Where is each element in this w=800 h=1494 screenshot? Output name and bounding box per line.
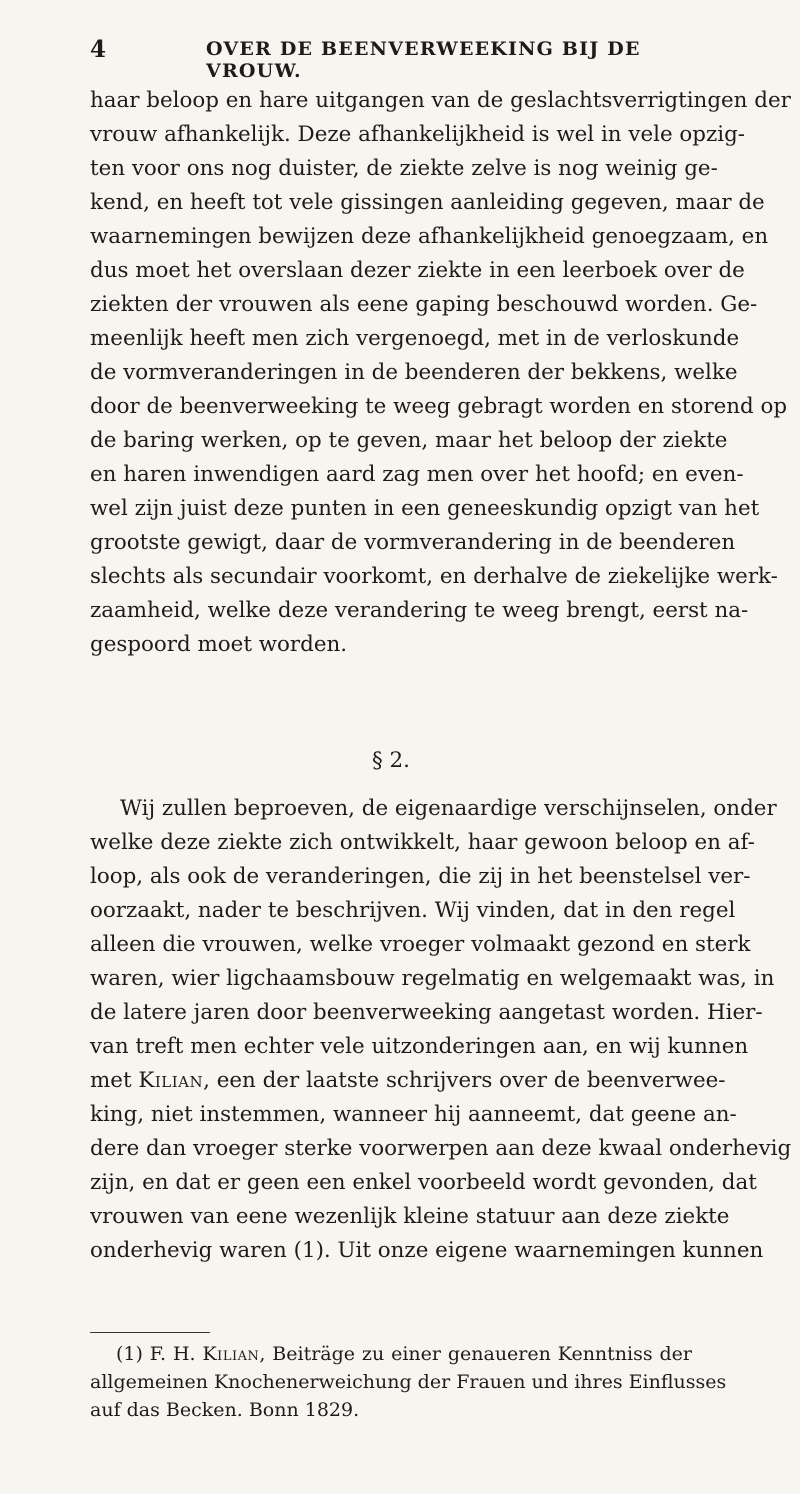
text-line: de baring werken, op te geven, maar het beloop der ziekte: [90, 428, 728, 453]
text-line: dere dan vroeger sterke voorwerpen aan deze kwaal onderhevig: [90, 1136, 792, 1161]
text-segment: met: [90, 1068, 139, 1093]
text-line: onderhevig waren (1). Uit onze eigene waarnemingen kunnen: [90, 1238, 764, 1263]
text-line: dus moet het overslaan dezer ziekte in een leerboek over de: [90, 258, 745, 283]
author-name: Kilian: [138, 1068, 204, 1093]
text-line: king, niet instemmen, wanneer hij aanneemt, dat geene an-: [90, 1102, 737, 1127]
text-line: haar beloop en hare uitgangen van de geslachtsverrigtingen der: [90, 88, 791, 113]
text-line: kend, en heeft tot vele gissingen aanleiding gegeven, maar de: [90, 190, 765, 215]
text-line: en haren inwendigen aard zag men over het hoofd; en even-: [90, 462, 744, 487]
text-line: ten voor ons nog duister, de ziekte zelve is nog weinig ge-: [90, 156, 718, 181]
footnote-line: auf das Becken. Bonn 1829.: [90, 1399, 360, 1421]
text-segment: , Beiträge zu einer genaueren Kenntniss der: [259, 1343, 693, 1365]
text-line: vrouwen van eene wezenlijk kleine statuur aan deze ziekte: [90, 1204, 730, 1229]
footnote-line: [90, 1340, 692, 1368]
text-line: alleen die vrouwen, welke vroeger volmaakt gezond en sterk: [90, 932, 751, 957]
text-line: oorzaakt, nader te beschrijven. Wij vinden, dat in den regel: [90, 898, 736, 923]
body-text: [90, 84, 792, 1263]
text-line-kilian: [90, 1064, 726, 1098]
running-title: OVER DE BEENVERWEEKING BIJ DE VROUW.: [206, 38, 641, 82]
page-number: 4: [90, 36, 107, 63]
paragraph-2: [90, 792, 792, 1268]
text-line: de latere jaren door beenverweeking aangetast worden. Hier-: [90, 1000, 763, 1025]
text-line: zijn, en dat er geen een enkel voorbeeld wordt gevonden, dat: [90, 1170, 757, 1195]
footnote-marker: (1) F. H.: [116, 1343, 203, 1365]
text-line: grootste gewigt, daar de vormverandering in de beenderen: [90, 530, 736, 555]
text-line: loop, als ook de veranderingen, die zij in het beenstelsel ver-: [90, 864, 751, 889]
text-segment: , een der laatste schrijvers over de beenverwee-: [203, 1068, 726, 1093]
text-line: de vormveranderingen in de beenderen der bekkens, welke: [90, 360, 738, 385]
text-line: door de beenverweeking te weeg gebragt worden en storend op: [90, 394, 788, 419]
text-line: van treft men echter vele uitzonderingen aan, en wij kunnen: [90, 1034, 749, 1059]
section-heading: § 2.: [372, 748, 410, 773]
text-line: zaamheid, welke deze verandering te weeg brengt, eerst na-: [90, 598, 749, 623]
paragraph-1: [90, 84, 791, 662]
text-line: slechts als secundair voorkomt, en derhalve de ziekelijke werk-: [90, 564, 778, 589]
text-line: gespoord moet worden.: [90, 632, 348, 657]
footnote-line: allgemeinen Knochenerweichung der Frauen und ihres Einflusses: [90, 1371, 727, 1393]
text-line: vrouw afhankelijk. Deze afhankelijkheid is wel in vele opzig-: [90, 122, 746, 147]
text-line: welke deze ziekte zich ontwikkelt, haar gewoon beloop en af-: [90, 830, 755, 855]
text-line: waarnemingen bewijzen deze afhankelijkheid genoegzaam, en: [90, 224, 769, 249]
text-line: meenlijk heeft men zich vergenoegd, met in de verloskunde: [90, 326, 740, 351]
footnote-author: Kilian: [202, 1343, 260, 1365]
text-line: Wij zullen beproeven, de eigenaardige verschijnselen, onder: [120, 796, 777, 821]
text-line: wel zijn juist deze punten in een geneeskundig opzigt van het: [90, 496, 760, 521]
footnote: [90, 1340, 727, 1424]
footnote-divider: [90, 1332, 210, 1333]
page-header: [90, 36, 690, 82]
text-line: waren, wier ligchaamsbouw regelmatig en welgemaakt was, in: [90, 966, 775, 991]
text-line: ziekten der vrouwen als eene gaping beschouwd worden. Ge-: [90, 292, 758, 317]
